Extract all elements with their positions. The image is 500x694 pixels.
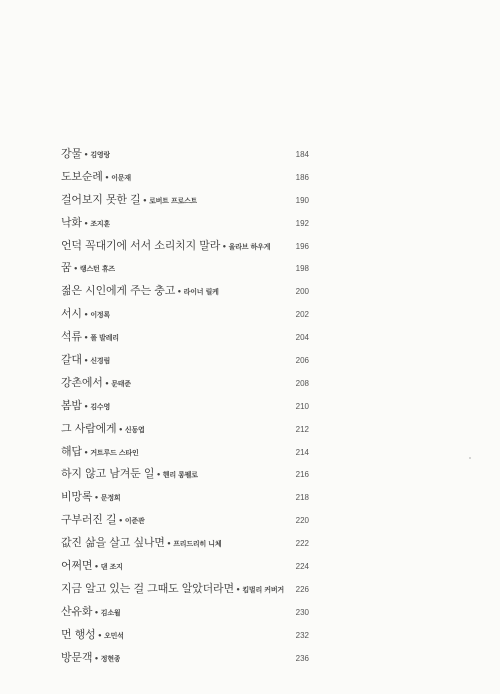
- poet-name: 이준관: [124, 517, 145, 526]
- poem-title: 어쩌면: [61, 559, 93, 573]
- poet-name: 헨리 롱펠로: [162, 471, 198, 480]
- page-number: 196: [295, 241, 309, 251]
- title-author-separator: •: [104, 173, 110, 182]
- poet-name: 김수영: [90, 402, 111, 411]
- toc-entry: [61, 145, 309, 168]
- toc-entry: [61, 511, 309, 534]
- title-author-separator: •: [156, 471, 161, 480]
- toc-entry-heading: [61, 191, 197, 207]
- toc-entry-heading: [61, 603, 120, 619]
- toc-entry-heading: [61, 305, 110, 321]
- toc-entry-heading: [61, 214, 110, 230]
- toc-entry: [61, 488, 309, 511]
- poet-name: 울라브 하우게: [228, 242, 271, 251]
- poet-name: 댄 조지: [100, 563, 123, 572]
- page-number: 202: [295, 310, 309, 320]
- toc-entry-heading: [61, 282, 219, 298]
- poet-name: 오민석: [104, 631, 124, 640]
- toc-entry: [61, 237, 309, 260]
- title-author-separator: •: [83, 357, 89, 366]
- poem-title: 비망록: [61, 490, 93, 504]
- page-number: 224: [295, 562, 309, 572]
- toc-entry-heading: [61, 557, 123, 573]
- title-author-separator: •: [73, 265, 78, 274]
- toc-entry-heading: [61, 488, 120, 504]
- page-number: 216: [295, 470, 309, 480]
- toc-entry-heading: [61, 168, 131, 184]
- page-number: 222: [295, 539, 309, 549]
- poet-name: 프리드리히 니체: [173, 540, 222, 549]
- toc-entry-heading: [61, 374, 131, 390]
- toc-entry: [61, 626, 309, 649]
- title-author-separator: •: [222, 242, 227, 251]
- toc-entry-heading: [61, 145, 110, 161]
- toc-entry-heading: [61, 237, 270, 253]
- toc-entry-heading: [61, 420, 145, 436]
- toc-entry: [61, 191, 309, 214]
- poem-title: 강물: [61, 147, 82, 160]
- page-number: 210: [295, 401, 309, 411]
- toc-entry: [61, 603, 309, 626]
- page-number: 230: [295, 607, 309, 617]
- toc-entry: [61, 557, 309, 580]
- poet-name: 거트루드 스타인: [90, 448, 139, 457]
- title-author-separator: •: [118, 517, 123, 526]
- toc-entry-heading: [61, 580, 284, 596]
- toc-entry: [61, 534, 309, 557]
- page-number: 206: [295, 356, 309, 366]
- poet-name: 라이너 릴케: [183, 288, 219, 297]
- poem-title: 언덕 꼭대기에 서서 소리치지 말라: [61, 238, 221, 252]
- toc-entry: [61, 168, 309, 191]
- poet-name: 로버트 프로스트: [149, 196, 198, 205]
- poet-name: 랭스턴 휴즈: [79, 265, 115, 274]
- toc-entry-heading: [61, 259, 115, 275]
- poem-title: 낙화: [61, 215, 82, 229]
- toc-entry: [61, 328, 309, 351]
- title-author-separator: •: [83, 151, 89, 159]
- toc-entry-heading: [61, 351, 110, 367]
- table-of-contents: [61, 145, 309, 671]
- toc-entry: [61, 397, 309, 420]
- poem-title: 산유화: [61, 604, 93, 618]
- poem-title: 해답: [61, 444, 82, 458]
- page-number: 226: [295, 584, 309, 594]
- poet-name: 조지훈: [90, 219, 111, 228]
- title-author-separator: •: [83, 219, 89, 228]
- page-number: 200: [295, 287, 309, 297]
- toc-entry: [61, 214, 309, 237]
- title-author-separator: •: [83, 334, 89, 343]
- poem-title: 값진 삶을 살고 싶나면: [61, 536, 165, 550]
- poem-title: 먼 행성: [61, 627, 96, 641]
- poem-title: 그 사람에게: [61, 421, 117, 435]
- page-number: 232: [295, 630, 309, 640]
- toc-entry-heading: [61, 626, 124, 642]
- toc-entry: [61, 649, 309, 672]
- page-number: 214: [295, 447, 309, 457]
- toc-entry-heading: [61, 397, 110, 413]
- toc-entry-heading: [61, 534, 221, 550]
- page-number: 204: [295, 333, 309, 343]
- poet-name: 신동엽: [124, 425, 145, 434]
- poet-name: 이정록: [90, 311, 111, 320]
- poet-name: 이문재: [111, 173, 131, 182]
- title-author-separator: •: [83, 448, 89, 457]
- poem-title: 서시: [61, 307, 82, 321]
- toc-entry: [61, 259, 309, 282]
- poem-title: 지금 알고 있는 걸 그때도 알았더라면: [61, 581, 234, 595]
- title-author-separator: •: [166, 540, 172, 549]
- toc-entry-heading: [61, 465, 198, 481]
- poem-title: 석류: [61, 330, 82, 344]
- page-number: 208: [295, 378, 309, 388]
- toc-entry: [61, 465, 309, 488]
- poem-title: 방문객: [61, 650, 93, 664]
- title-author-separator: •: [94, 563, 99, 572]
- toc-entry: [61, 305, 309, 328]
- poem-title: 걸어보지 못한 길: [61, 192, 141, 206]
- page-number: 192: [295, 218, 309, 228]
- poet-name: 폴 발레리: [90, 334, 119, 343]
- toc-entry: [61, 420, 309, 443]
- toc-entry-heading: [61, 649, 120, 665]
- page-number: 218: [295, 493, 309, 503]
- title-author-separator: •: [94, 654, 99, 663]
- toc-entry: [61, 282, 309, 305]
- title-author-separator: •: [83, 311, 89, 320]
- toc-entry-heading: [61, 443, 139, 459]
- poem-title: 구부러진 길: [61, 513, 117, 527]
- poem-title: 도보순례: [61, 169, 103, 183]
- poet-name: 신경림: [90, 357, 111, 366]
- poet-name: 킴벌리 커버거: [242, 585, 284, 594]
- toc-entry: [61, 351, 309, 374]
- title-author-separator: •: [142, 196, 148, 205]
- title-author-separator: •: [235, 585, 241, 594]
- page-number: 186: [295, 172, 309, 182]
- title-author-separator: •: [94, 608, 99, 617]
- title-author-separator: •: [118, 425, 123, 434]
- page-number: 190: [295, 195, 309, 205]
- title-author-separator: •: [94, 494, 99, 503]
- poet-name: 김소월: [100, 608, 121, 617]
- poem-title: 젊은 시인에게 주는 충고: [61, 284, 176, 298]
- page-number: 184: [295, 150, 309, 159]
- poem-title: 하지 않고 남겨둔 일: [61, 467, 155, 481]
- paper-speck: [469, 457, 471, 459]
- poet-name: 정현종: [100, 654, 121, 663]
- title-author-separator: •: [97, 631, 103, 640]
- toc-entry: [61, 580, 309, 603]
- toc-entry-heading: [61, 328, 119, 344]
- toc-entry: [61, 374, 309, 397]
- title-author-separator: •: [83, 402, 89, 411]
- page-number: 198: [295, 264, 309, 274]
- poet-name: 문정희: [100, 494, 121, 503]
- page-number: 212: [295, 424, 309, 434]
- poet-name: 문태준: [111, 379, 131, 388]
- poem-title: 갈대: [61, 353, 82, 367]
- page-number: 220: [295, 516, 309, 526]
- toc-entry: [61, 443, 309, 466]
- page-number: 236: [295, 653, 309, 663]
- title-author-separator: •: [177, 288, 182, 297]
- poet-name: 김영랑: [90, 151, 111, 159]
- title-author-separator: •: [104, 379, 110, 388]
- poem-title: 꿈: [61, 261, 72, 275]
- poem-title: 봄밤: [61, 398, 82, 412]
- poem-title: 강촌에서: [61, 375, 103, 389]
- toc-entry-heading: [61, 511, 145, 527]
